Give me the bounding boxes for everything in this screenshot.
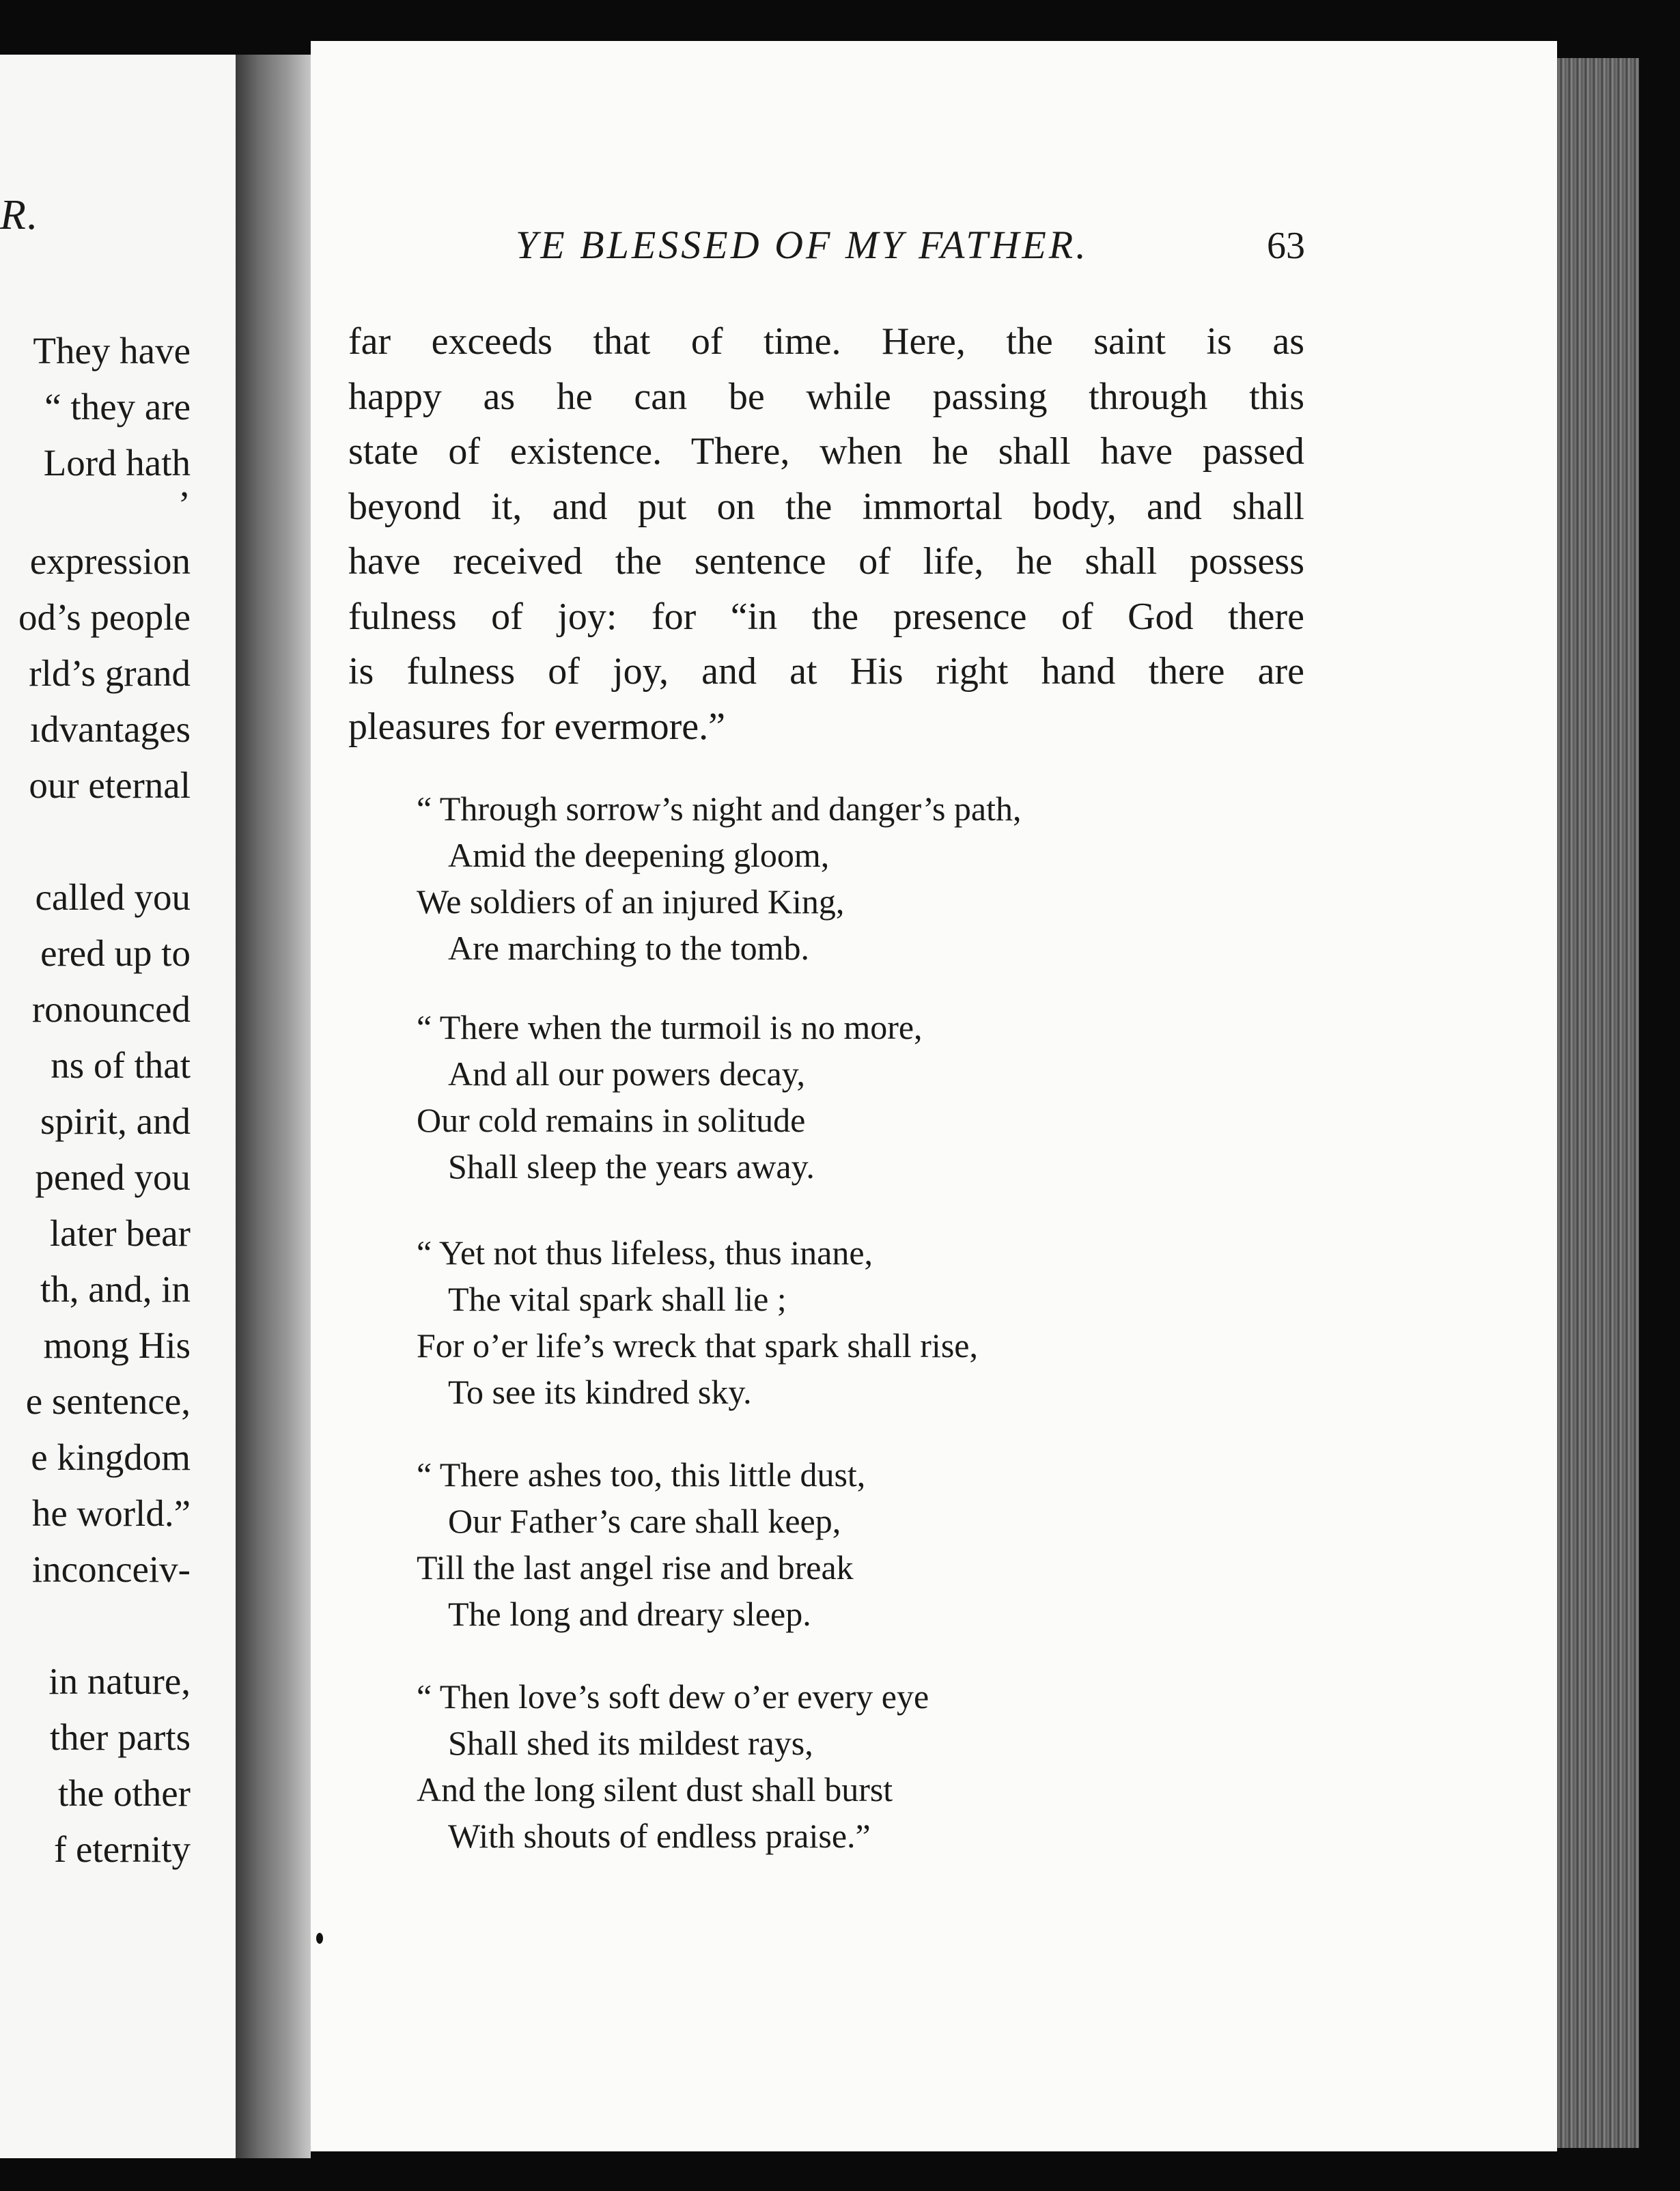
- verse-line: We soldiers of an injured King,: [417, 882, 845, 921]
- running-head: YE BLESSED OF MY FATHER.: [516, 223, 1089, 267]
- left-running-head: R.: [0, 192, 40, 238]
- poem-stanza: [417, 1229, 1236, 1415]
- prose-line: beyond it, and put on the immortal body, and shall: [348, 485, 1304, 528]
- verse-line: “ Yet not thus lifeless, thus inane,: [417, 1233, 873, 1272]
- left-text-line: later bear: [49, 1212, 191, 1254]
- verse-line: And the long silent dust shall burst: [417, 1770, 893, 1809]
- verse-line: Shall sleep the years away.: [448, 1147, 815, 1186]
- poem-stanza: [417, 785, 1236, 971]
- left-text-line: They have: [33, 330, 191, 372]
- verse-line: Our cold remains in solitude: [417, 1101, 806, 1139]
- verse-line: And all our powers decay,: [448, 1055, 805, 1093]
- page-edge: [1557, 58, 1639, 2148]
- prose-line: far exceeds that of time. Here, the saint is as: [348, 320, 1304, 363]
- prose-line: happy as he can be while passing through this: [348, 375, 1304, 418]
- prose-line: have received the sentence of life, he shall possess: [348, 540, 1304, 583]
- verse-line: “ There ashes too, this little dust,: [417, 1455, 866, 1494]
- left-text-line: [0, 813, 191, 869]
- left-text-line: pened you: [35, 1156, 191, 1198]
- prose-line: is fulness of joy, and at His right hand there are: [348, 650, 1304, 693]
- book-gutter: [236, 55, 311, 2158]
- left-text-line: e sentence,: [25, 1380, 191, 1422]
- left-text-line: inconceiv-: [31, 1548, 191, 1590]
- left-text-line: [0, 1597, 191, 1653]
- prose-line: pleasures for evermore.”: [348, 705, 725, 748]
- left-text-line: in nature,: [48, 1660, 191, 1702]
- verse-line: With shouts of endless praise.”: [448, 1817, 871, 1855]
- ink-speck: [316, 1933, 323, 1944]
- left-text-line: f eternity: [53, 1828, 191, 1870]
- verse-line: “ Through sorrow’s night and danger’s path,: [417, 790, 1022, 828]
- verse-line: Till the last angel rise and break: [417, 1548, 854, 1587]
- left-text-line: od’s people: [18, 596, 191, 638]
- prose-line: fulness of joy: for “in the presence of God there: [348, 595, 1304, 638]
- left-text-line: ns of that: [51, 1044, 191, 1086]
- verse-line: For o’er life’s wreck that spark shall rise,: [417, 1326, 978, 1365]
- right-page: [311, 41, 1557, 2151]
- left-text-line: “ they are: [44, 386, 191, 428]
- verse-line: Our Father’s care shall keep,: [448, 1502, 841, 1540]
- poem-stanza: [417, 1673, 1236, 1859]
- prose-paragraph: [348, 314, 1304, 754]
- poem-stanza: [417, 1004, 1236, 1190]
- verse-line: The long and dreary sleep.: [448, 1595, 811, 1633]
- left-text-line: expression: [29, 540, 191, 582]
- left-text-line: ronounced: [31, 988, 191, 1030]
- verse-line: To see its kindred sky.: [448, 1373, 752, 1411]
- left-text-line: th, and, in: [40, 1268, 191, 1310]
- left-text-line: ’: [178, 484, 191, 525]
- left-text-line: Lord hath: [43, 442, 191, 484]
- left-text-line: ıdvantages: [29, 708, 191, 750]
- verse-line: Are marching to the tomb.: [448, 929, 810, 967]
- left-text-line: e kingdom: [31, 1436, 191, 1478]
- left-page: [0, 55, 236, 2158]
- left-text-line: rld’s grand: [29, 652, 191, 694]
- verse-line: “ Then love’s soft dew o’er every eye: [417, 1677, 929, 1716]
- page-number: 63: [1267, 225, 1305, 267]
- verse-line: “ There when the turmoil is no more,: [417, 1008, 923, 1046]
- left-text-line: called you: [35, 876, 191, 918]
- poem-stanza: [417, 1451, 1236, 1637]
- verse-line: Amid the deepening gloom,: [448, 836, 830, 874]
- left-text-line: spirit, and: [40, 1100, 191, 1142]
- verse-line: The vital spark shall lie ;: [448, 1280, 787, 1318]
- left-text-line: our eternal: [29, 764, 191, 806]
- left-text-line: ther parts: [49, 1716, 191, 1758]
- prose-line: state of existence. There, when he shall have passed: [348, 430, 1304, 473]
- verse-line: Shall shed its mildest rays,: [448, 1724, 813, 1762]
- left-text-line: the other: [58, 1772, 191, 1814]
- left-text-line: ered up to: [40, 932, 191, 974]
- left-page-text: [0, 323, 191, 1878]
- left-text-line: he world.”: [31, 1492, 191, 1534]
- left-text-line: mong His: [43, 1324, 191, 1366]
